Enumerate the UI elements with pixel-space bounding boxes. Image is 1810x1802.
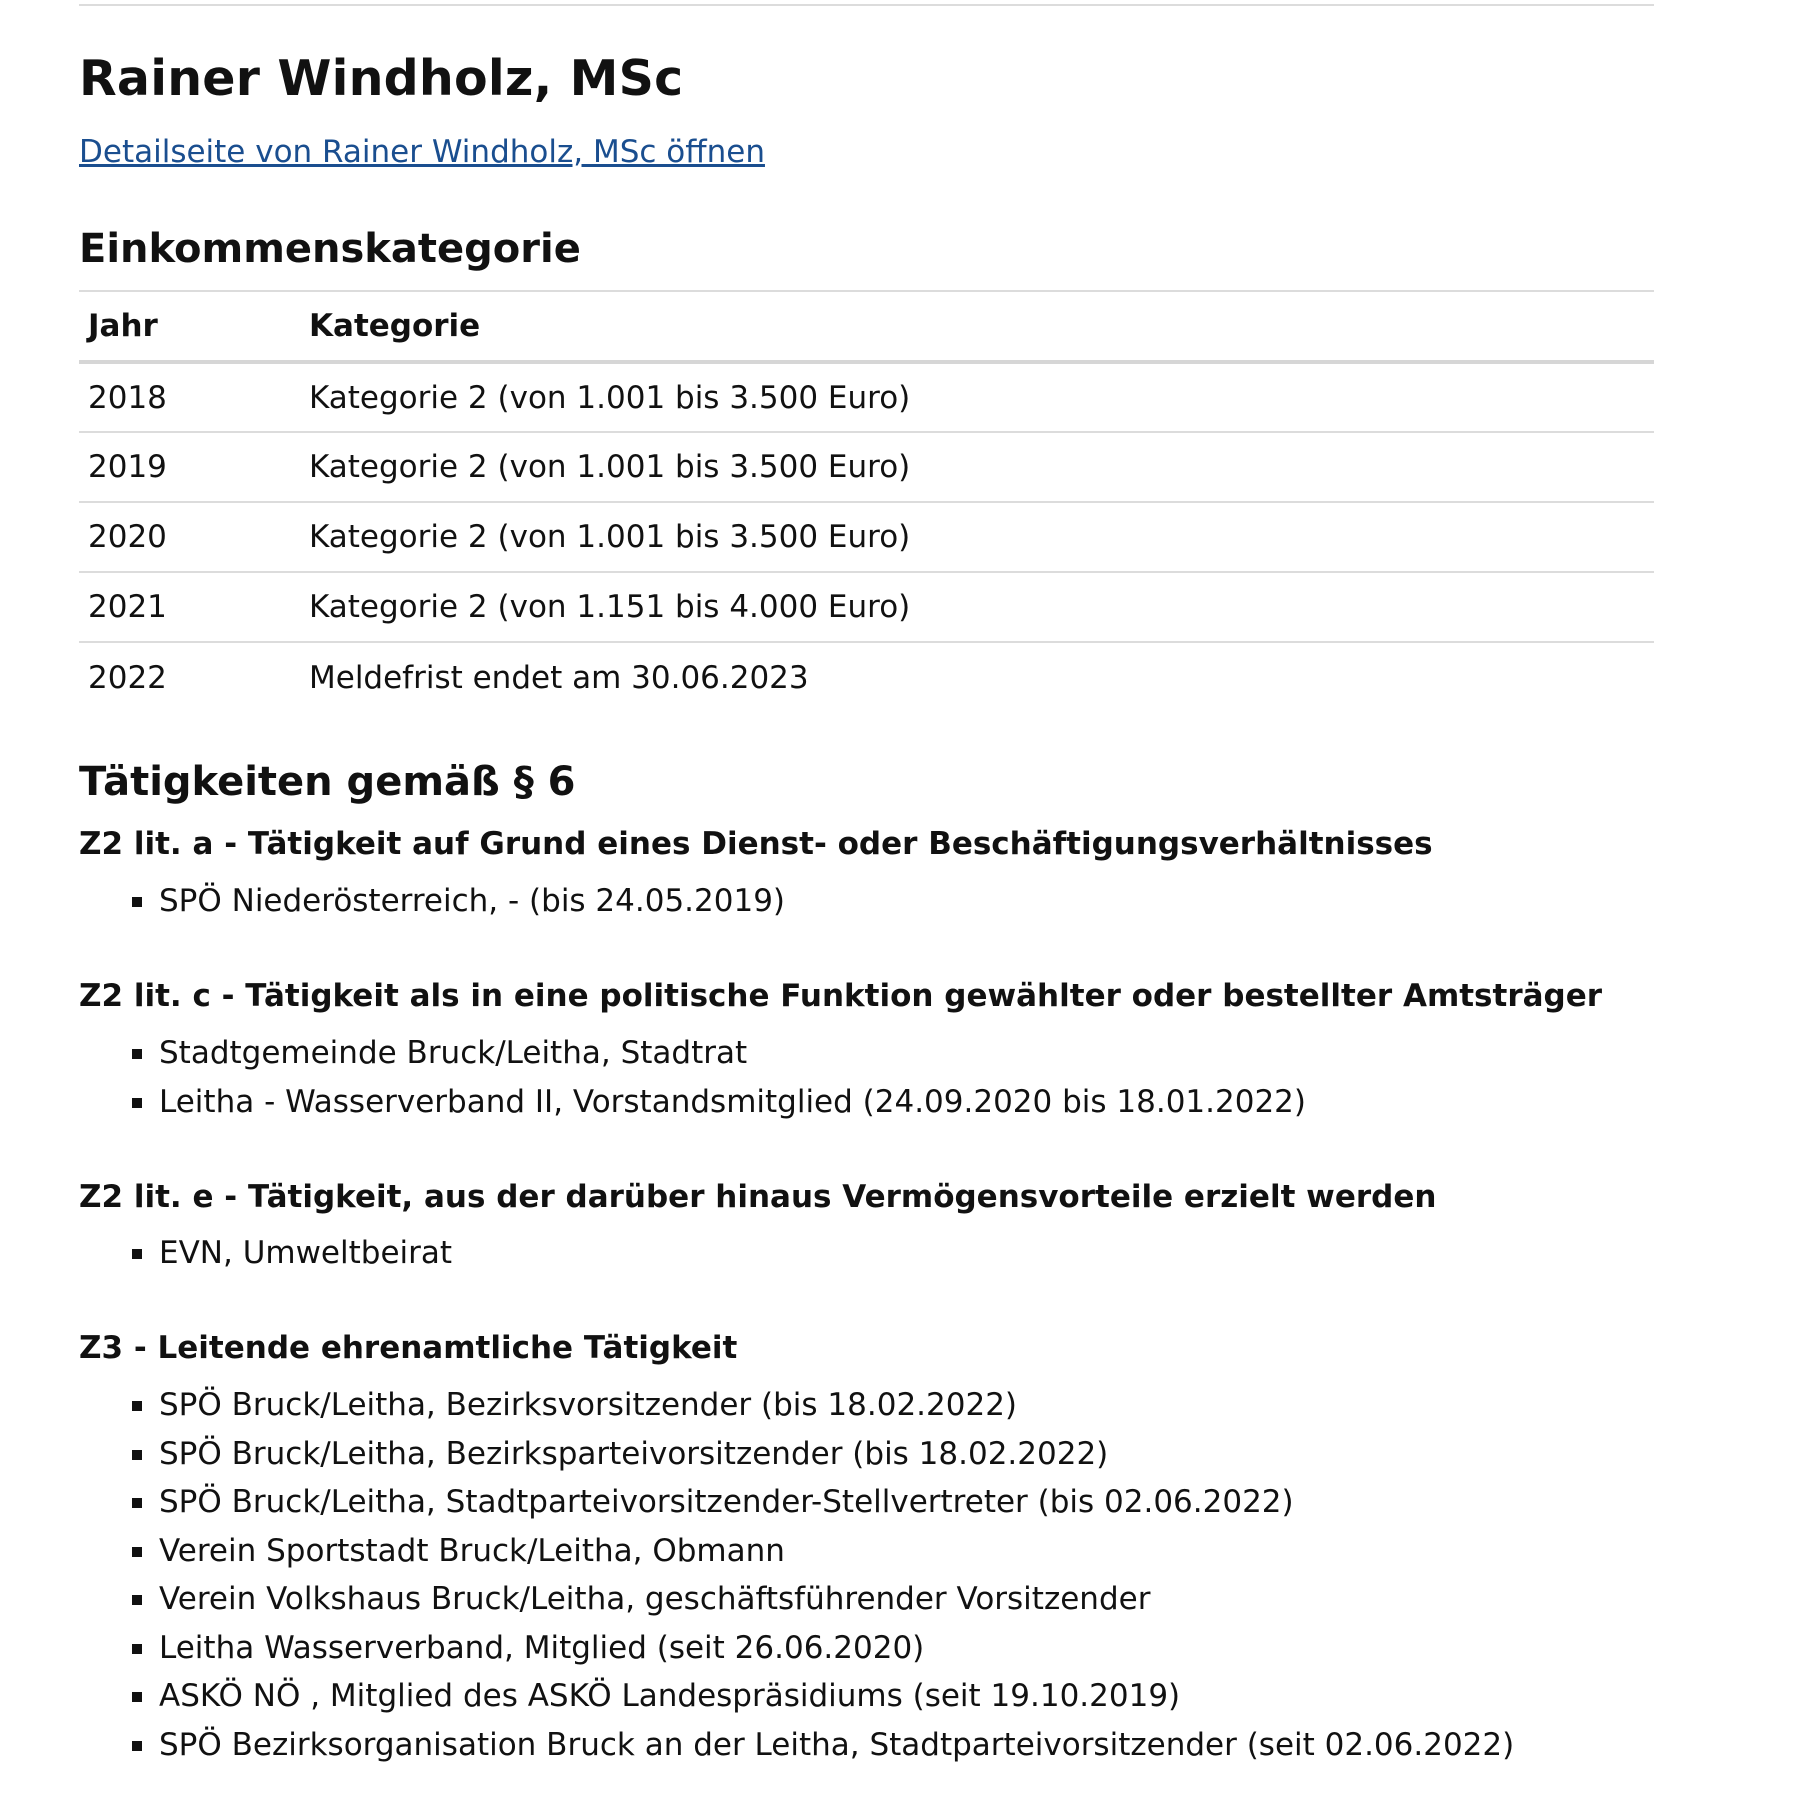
table-row bbox=[79, 502, 1654, 572]
square-bullet-icon bbox=[132, 1595, 142, 1605]
activity-section-title: Z2 lit. e - Tätigkeit, aus der darüber hinaus Vermögensvorteile erzielt werden bbox=[79, 1179, 1437, 1215]
list-item bbox=[79, 1381, 1514, 1430]
square-bullet-icon bbox=[132, 1049, 142, 1059]
list-item bbox=[79, 1078, 1306, 1127]
activities-heading: Tätigkeiten gemäß § 6 bbox=[79, 759, 576, 805]
activity-section-title: Z2 lit. a - Tätigkeit auf Grund eines Dienst- oder Beschäftigungsverhältnisses bbox=[79, 826, 1433, 862]
list-item bbox=[79, 1721, 1514, 1770]
top-divider bbox=[79, 4, 1654, 6]
list-item-text: Verein Sportstadt Bruck/Leitha, Obmann bbox=[159, 1532, 785, 1569]
list-item-text: ASKÖ NÖ , Mitglied des ASKÖ Landespräsidiums (seit 19.10.2019) bbox=[159, 1678, 1181, 1714]
list-item-text: SPÖ Bruck/Leitha, Bezirksvorsitzender (bis 18.02.2022) bbox=[159, 1387, 1018, 1423]
table-row bbox=[79, 572, 1654, 642]
list-item bbox=[79, 1672, 1514, 1721]
year-cell: 2020 bbox=[88, 519, 167, 555]
activity-section-title: Z2 lit. c - Tätigkeit als in eine politische Funktion gewählter oder bestellter Amtsträger bbox=[79, 978, 1603, 1014]
square-bullet-icon bbox=[132, 1450, 142, 1460]
list-item bbox=[79, 1478, 1514, 1527]
list-item-text: SPÖ Bruck/Leitha, Bezirksparteivorsitzender (bis 18.02.2022) bbox=[159, 1435, 1109, 1472]
income-category-heading: Einkommenskategorie bbox=[79, 226, 581, 272]
square-bullet-icon bbox=[132, 1547, 142, 1557]
activity-list bbox=[79, 1029, 1306, 1126]
activity-list bbox=[79, 1229, 452, 1278]
square-bullet-icon bbox=[132, 1098, 142, 1108]
square-bullet-icon bbox=[132, 1692, 142, 1702]
activity-list bbox=[79, 1381, 1514, 1769]
category-cell: Meldefrist endet am 30.06.2023 bbox=[309, 659, 809, 696]
category-cell: Kategorie 2 (von 1.001 bis 3.500 Euro) bbox=[309, 379, 911, 416]
activity-list bbox=[79, 877, 785, 926]
column-header-category: Kategorie bbox=[309, 308, 481, 344]
column-header-year: Jahr bbox=[88, 308, 158, 344]
person-name: Rainer Windholz, MSc bbox=[79, 50, 684, 107]
year-cell: 2018 bbox=[88, 379, 167, 416]
category-cell: Kategorie 2 (von 1.001 bis 3.500 Euro) bbox=[309, 449, 911, 485]
list-item bbox=[79, 1430, 1514, 1479]
list-item-text: SPÖ Bezirksorganisation Bruck an der Leitha, Stadtparteivorsitzender (seit 02.06.2022) bbox=[159, 1726, 1515, 1763]
table-row bbox=[79, 642, 1654, 712]
table-row bbox=[79, 362, 1654, 432]
income-category-table bbox=[79, 290, 1654, 712]
square-bullet-icon bbox=[132, 1401, 142, 1411]
list-item bbox=[79, 1029, 1306, 1078]
square-bullet-icon bbox=[132, 897, 142, 907]
list-item bbox=[79, 877, 785, 926]
list-item bbox=[79, 1575, 1514, 1624]
list-item-text: Verein Volkshaus Bruck/Leitha, geschäftsführender Vorsitzender bbox=[159, 1581, 1151, 1617]
table-row bbox=[79, 432, 1654, 502]
year-cell: 2019 bbox=[88, 449, 167, 485]
list-item-text: SPÖ Bruck/Leitha, Stadtparteivorsitzender-Stellvertreter (bis 02.06.2022) bbox=[159, 1484, 1294, 1520]
list-item-text: Leitha Wasserverband, Mitglied (seit 26.06.2020) bbox=[159, 1629, 925, 1666]
activity-section-title: Z3 - Leitende ehrenamtliche Tätigkeit bbox=[79, 1330, 738, 1366]
category-cell: Kategorie 2 (von 1.151 bis 4.000 Euro) bbox=[309, 589, 911, 625]
year-cell: 2022 bbox=[88, 659, 167, 696]
list-item-text: SPÖ Niederösterreich, - (bis 24.05.2019) bbox=[159, 883, 786, 919]
square-bullet-icon bbox=[132, 1498, 142, 1508]
detail-page-link[interactable]: Detailseite von Rainer Windholz, MSc öffnen bbox=[79, 134, 765, 170]
list-item bbox=[79, 1624, 1514, 1673]
square-bullet-icon bbox=[132, 1644, 142, 1654]
list-item-text: Stadtgemeinde Bruck/Leitha, Stadtrat bbox=[159, 1035, 748, 1071]
list-item-text: EVN, Umweltbeirat bbox=[159, 1235, 453, 1271]
list-item bbox=[79, 1527, 1514, 1576]
table-header-row bbox=[79, 291, 1654, 362]
list-item bbox=[79, 1229, 452, 1278]
list-item-text: Leitha - Wasserverband II, Vorstandsmitglied (24.09.2020 bis 18.01.2022) bbox=[159, 1083, 1306, 1120]
year-cell: 2021 bbox=[88, 589, 167, 625]
category-cell: Kategorie 2 (von 1.001 bis 3.500 Euro) bbox=[309, 519, 911, 555]
square-bullet-icon bbox=[132, 1249, 142, 1259]
square-bullet-icon bbox=[132, 1741, 142, 1751]
